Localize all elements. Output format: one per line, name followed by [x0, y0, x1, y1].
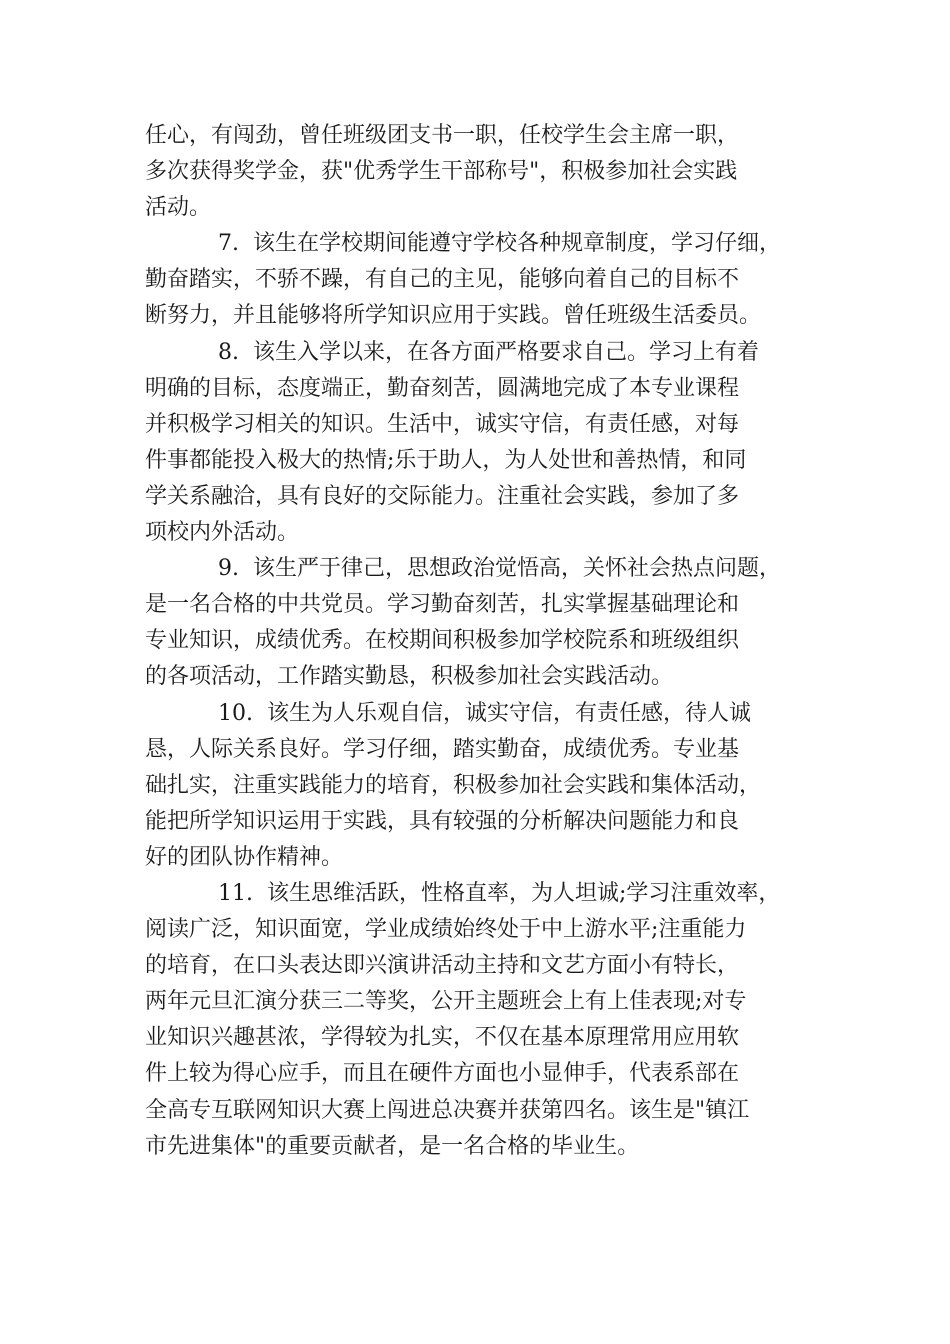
- paragraph-line: 恳，人际关系良好。学习仔细，踏实勤奋，成绩优秀。专业基: [145, 736, 740, 762]
- paragraph-line: 业知识兴趣甚浓，学得较为扎实，不仅在基本原理常用应用软: [145, 1025, 740, 1051]
- paragraph-line: 件事都能投入极大的热情;乐于助人，为人处世和善热情，和同: [145, 447, 747, 473]
- paragraph-line: 断努力，并且能够将所学知识应用于实践。曾任班级生活委员。: [145, 303, 762, 329]
- paragraph-line: 的各项活动，工作踏实勤恳，积极参加社会实践活动。: [145, 664, 674, 690]
- paragraph-line: 项校内外活动。: [145, 520, 300, 546]
- paragraph-first-line: 7. 该生在学校期间能遵守学校各种规章制度，学习仔细，: [218, 231, 781, 257]
- paragraph-line: 好的团队协作精神。: [145, 844, 344, 870]
- paragraph-line: 是一名合格的中共党员。学习勤奋刻苦，扎实掌握基础理论和: [145, 592, 740, 618]
- paragraph-first-line: 8. 该生入学以来，在各方面严格要求自己。学习上有着: [218, 339, 759, 365]
- paragraph-line: 能把所学知识运用于实践，具有较强的分析解决问题能力和良: [145, 808, 740, 834]
- paragraph-line: 阅读广泛，知识面宽，学业成绩始终处于中上游水平;注重能力: [145, 917, 747, 943]
- paragraph-line: 活动。: [145, 195, 212, 221]
- paragraph-line: 市先进集体"的重要贡献者，是一名合格的毕业生。: [145, 1133, 640, 1159]
- paragraph-first-line: 11. 该生思维活跃，性格直率，为人坦诚;学习注重效率，: [218, 880, 781, 906]
- paragraph-line: 两年元旦汇演分获三二等奖，公开主题班会上有上佳表现;对专: [145, 989, 747, 1015]
- paragraph-line: 件上较为得心应手，而且在硬件方面也小显伸手，代表系部在: [145, 1061, 740, 1087]
- paragraph-line: 明确的目标，态度端正，勤奋刻苦，圆满地完成了本专业课程: [145, 375, 740, 401]
- document-body: [145, 118, 825, 1165]
- paragraph-line: 勤奋踏实，不骄不躁，有自己的主见，能够向着自己的目标不: [145, 267, 740, 293]
- paragraph-line: 多次获得奖学金，获"优秀学生干部称号"，积极参加社会实践: [145, 159, 738, 185]
- paragraph-first-line: 10. 该生为人乐观自信，诚实守信，有责任感，待人诚: [218, 700, 751, 726]
- paragraph-first-line: 9. 该生严于律己，思想政治觉悟高，关怀社会热点问题，: [218, 556, 781, 582]
- paragraph-line: 学关系融洽，具有良好的交际能力。注重社会实践，参加了多: [145, 483, 740, 509]
- paragraph-line: 专业知识，成绩优秀。在校期间积极参加学校院系和班级组织: [145, 628, 740, 654]
- paragraph-line: 任心，有闯劲，曾任班级团支书一职，任校学生会主席一职，: [145, 123, 740, 148]
- paragraph-line: 的培育，在口头表达即兴演讲活动主持和文艺方面小有特长，: [145, 953, 740, 979]
- paragraph-line: 全高专互联网知识大赛上闯进总决赛并获第四名。该生是"镇江: [145, 1097, 750, 1123]
- paragraph-line: 并积极学习相关的知识。生活中，诚实守信，有责任感，对每: [145, 411, 740, 437]
- paragraph-line: 础扎实，注重实践能力的培育，积极参加社会实践和集体活动，: [145, 772, 762, 798]
